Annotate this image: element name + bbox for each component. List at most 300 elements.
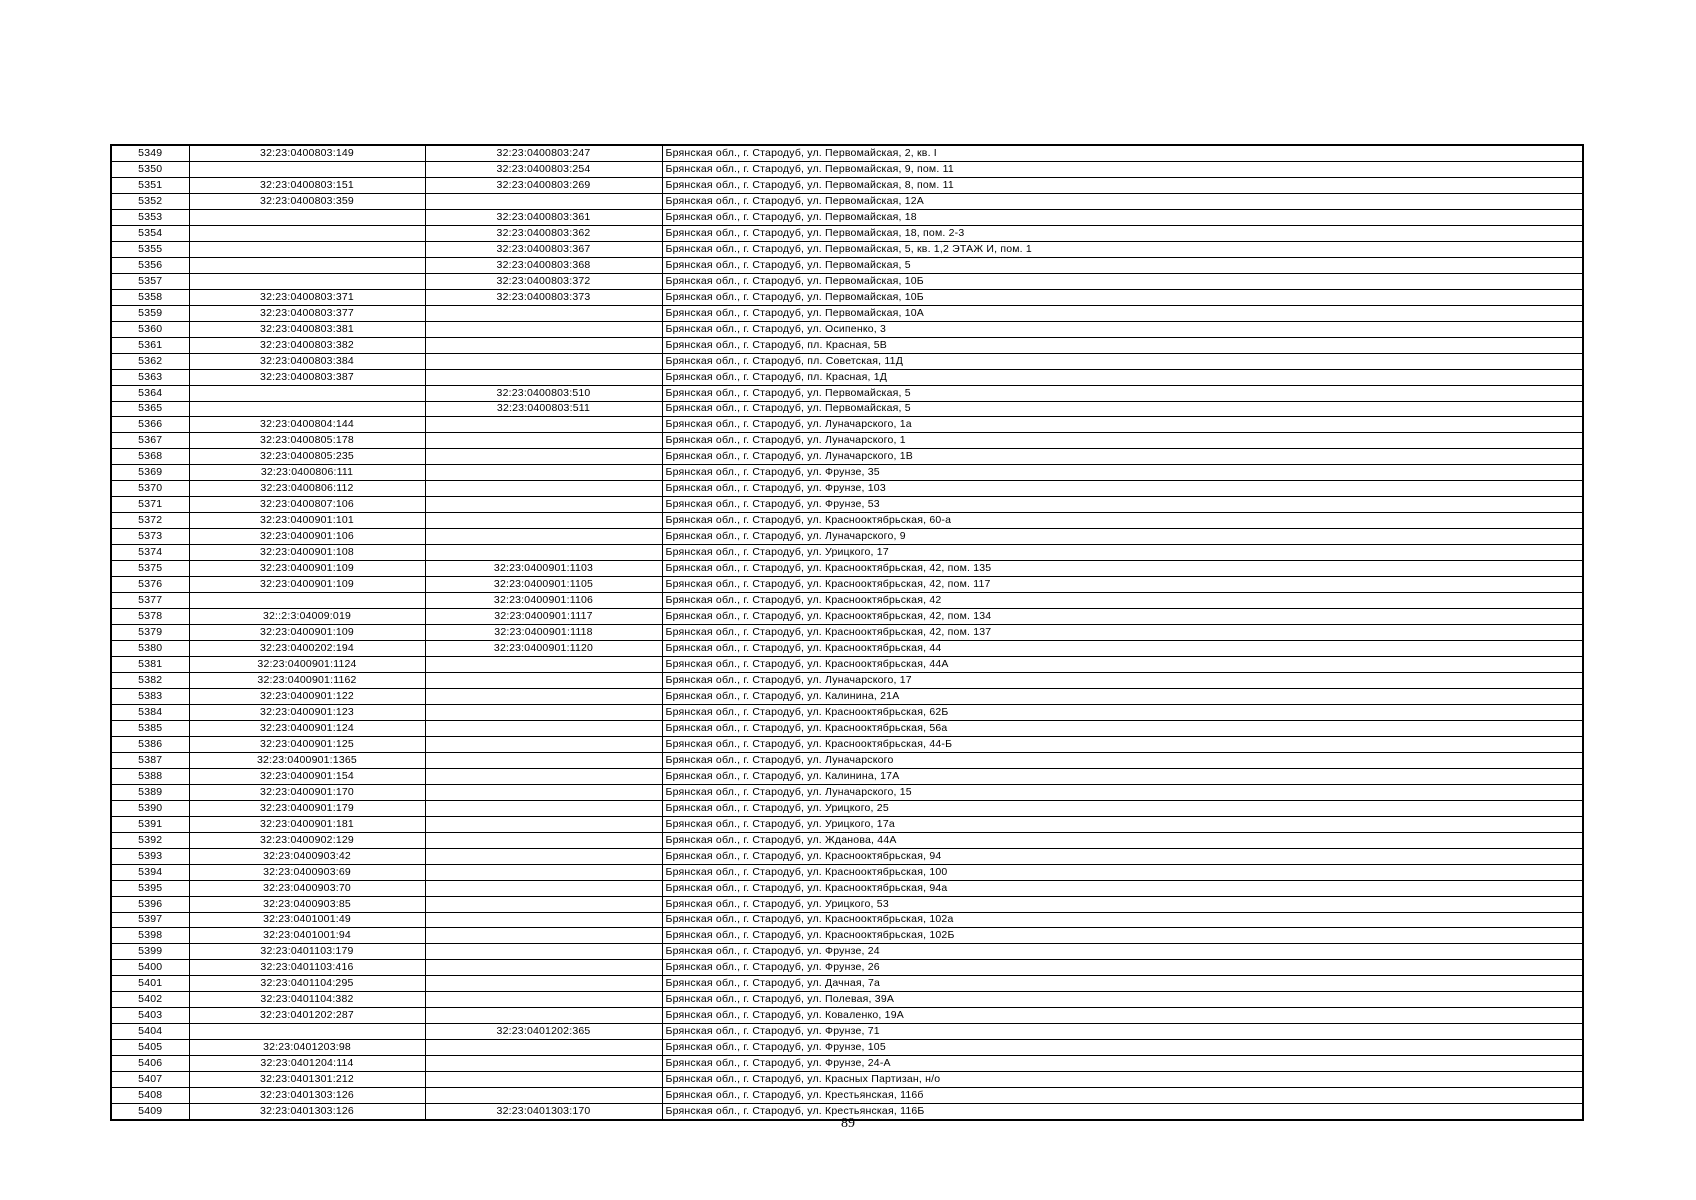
object-cadastral-number-cell [425, 832, 662, 848]
row-number-cell: 5398 [111, 928, 189, 944]
row-number-cell: 5351 [111, 177, 189, 193]
object-cadastral-number-cell [425, 944, 662, 960]
object-cadastral-number-cell [425, 1008, 662, 1024]
table-row [111, 529, 1583, 545]
address-cell: Брянская обл., г. Стародуб, ул. Краснооктябрьская, 44-Б [662, 736, 1583, 752]
row-number-cell: 5367 [111, 433, 189, 449]
object-cadastral-number-cell [425, 1072, 662, 1088]
land-cadastral-number-cell: 32:23:0401104:295 [189, 976, 425, 992]
address-cell: Брянская обл., г. Стародуб, ул. Калинина, 21А [662, 688, 1583, 704]
address-cell: Брянская обл., г. Стародуб, ул. Первомайская, 9, пом. 11 [662, 161, 1583, 177]
address-cell: Брянская обл., г. Стародуб, ул. Полевая, 39А [662, 992, 1583, 1008]
address-cell: Брянская обл., г. Стародуб, ул. Краснооктябрьская, 44А [662, 657, 1583, 673]
row-number-cell: 5400 [111, 960, 189, 976]
table-row [111, 657, 1583, 673]
address-cell: Брянская обл., г. Стародуб, ул. Первомайская, 18, пом. 2-3 [662, 225, 1583, 241]
land-cadastral-number-cell: 32:23:0400901:123 [189, 704, 425, 720]
land-cadastral-number-cell: 32:23:0401103:416 [189, 960, 425, 976]
address-cell: Брянская обл., г. Стародуб, ул. Урицкого, 53 [662, 896, 1583, 912]
object-cadastral-number-cell [425, 193, 662, 209]
table-row [111, 800, 1583, 816]
object-cadastral-number-cell: 32:23:0400803:511 [425, 401, 662, 417]
address-cell: Брянская обл., г. Стародуб, ул. Краснооктябрьская, 42, пом. 135 [662, 561, 1583, 577]
table-row [111, 672, 1583, 688]
land-cadastral-number-cell: 32:23:0400803:377 [189, 305, 425, 321]
address-cell: Брянская обл., г. Стародуб, пл. Красная, 5В [662, 337, 1583, 353]
land-cadastral-number-cell: 32:23:0400803:371 [189, 289, 425, 305]
row-number-cell: 5362 [111, 353, 189, 369]
table-row [111, 321, 1583, 337]
row-number-cell: 5382 [111, 672, 189, 688]
address-cell: Брянская обл., г. Стародуб, ул. Краснооктябрьская, 44 [662, 641, 1583, 657]
row-number-cell: 5385 [111, 720, 189, 736]
row-number-cell: 5397 [111, 912, 189, 928]
table-row [111, 481, 1583, 497]
land-cadastral-number-cell: 32:23:0400804:144 [189, 417, 425, 433]
object-cadastral-number-cell [425, 768, 662, 784]
land-cadastral-number-cell: 32:23:0400803:387 [189, 369, 425, 385]
address-cell: Брянская обл., г. Стародуб, ул. Фрунзе, 103 [662, 481, 1583, 497]
address-cell: Брянская обл., г. Стародуб, ул. Дачная, 7а [662, 976, 1583, 992]
table-row [111, 225, 1583, 241]
table-row [111, 193, 1583, 209]
land-cadastral-number-cell: 32:23:0400803:381 [189, 321, 425, 337]
object-cadastral-number-cell [425, 704, 662, 720]
object-cadastral-number-cell: 32:23:0400803:362 [425, 225, 662, 241]
land-cadastral-number-cell: 32:23:0401202:287 [189, 1008, 425, 1024]
table-row [111, 880, 1583, 896]
object-cadastral-number-cell [425, 321, 662, 337]
address-cell: Брянская обл., г. Стародуб, ул. Крестьянская, 116б [662, 1088, 1583, 1104]
address-cell: Брянская обл., г. Стародуб, ул. Первомайская, 18 [662, 209, 1583, 225]
table-row [111, 641, 1583, 657]
object-cadastral-number-cell [425, 800, 662, 816]
object-cadastral-number-cell [425, 848, 662, 864]
row-number-cell: 5403 [111, 1008, 189, 1024]
object-cadastral-number-cell: 32:23:0400901:1120 [425, 641, 662, 657]
row-number-cell: 5396 [111, 896, 189, 912]
land-cadastral-number-cell [189, 257, 425, 273]
land-cadastral-number-cell: 32:23:0400901:101 [189, 513, 425, 529]
land-cadastral-number-cell: 32:23:0401303:126 [189, 1088, 425, 1104]
row-number-cell: 5406 [111, 1056, 189, 1072]
address-cell: Брянская обл., г. Стародуб, ул. Урицкого, 25 [662, 800, 1583, 816]
address-cell: Брянская обл., г. Стародуб, ул. Фрунзе, 24 [662, 944, 1583, 960]
object-cadastral-number-cell: 32:23:0400803:372 [425, 273, 662, 289]
object-cadastral-number-cell [425, 353, 662, 369]
object-cadastral-number-cell: 32:23:0400901:1117 [425, 609, 662, 625]
address-cell: Брянская обл., г. Стародуб, ул. Первомайская, 10Б [662, 273, 1583, 289]
table-row [111, 577, 1583, 593]
land-cadastral-number-cell: 32:23:0400901:109 [189, 561, 425, 577]
land-cadastral-number-cell: 32:23:0400805:178 [189, 433, 425, 449]
table-row [111, 369, 1583, 385]
table-row [111, 289, 1583, 305]
address-cell: Брянская обл., г. Стародуб, ул. Урицкого, 17а [662, 816, 1583, 832]
object-cadastral-number-cell [425, 816, 662, 832]
object-cadastral-number-cell: 32:23:0400803:373 [425, 289, 662, 305]
object-cadastral-number-cell: 32:23:0400803:367 [425, 241, 662, 257]
object-cadastral-number-cell [425, 912, 662, 928]
row-number-cell: 5356 [111, 257, 189, 273]
land-cadastral-number-cell [189, 385, 425, 401]
row-number-cell: 5391 [111, 816, 189, 832]
object-cadastral-number-cell [425, 992, 662, 1008]
table-row [111, 784, 1583, 800]
land-cadastral-number-cell: 32:23:0400901:179 [189, 800, 425, 816]
table-row [111, 337, 1583, 353]
address-cell: Брянская обл., г. Стародуб, ул. Краснооктябрьская, 100 [662, 864, 1583, 880]
object-cadastral-number-cell [425, 896, 662, 912]
land-cadastral-number-cell: 32:23:0401001:49 [189, 912, 425, 928]
row-number-cell: 5409 [111, 1104, 189, 1120]
row-number-cell: 5365 [111, 401, 189, 417]
row-number-cell: 5399 [111, 944, 189, 960]
land-cadastral-number-cell [189, 593, 425, 609]
table-row [111, 177, 1583, 193]
table-row [111, 145, 1583, 161]
address-cell: Брянская обл., г. Стародуб, ул. Луначарского [662, 752, 1583, 768]
object-cadastral-number-cell [425, 545, 662, 561]
table-row [111, 736, 1583, 752]
row-number-cell: 5407 [111, 1072, 189, 1088]
row-number-cell: 5371 [111, 497, 189, 513]
address-cell: Брянская обл., г. Стародуб, ул. Фрунзе, 24-А [662, 1056, 1583, 1072]
object-cadastral-number-cell [425, 433, 662, 449]
land-cadastral-number-cell: 32:23:0400901:1124 [189, 657, 425, 673]
land-cadastral-number-cell: 32:23:0401204:114 [189, 1056, 425, 1072]
address-cell: Брянская обл., г. Стародуб, ул. Жданова, 44А [662, 832, 1583, 848]
object-cadastral-number-cell: 32:23:0400901:1106 [425, 593, 662, 609]
row-number-cell: 5363 [111, 369, 189, 385]
registry-body [111, 145, 1583, 1120]
address-cell: Брянская обл., г. Стародуб, ул. Первомайская, 5, кв. 1,2 ЭТАЖ И, пом. 1 [662, 241, 1583, 257]
table-row [111, 305, 1583, 321]
land-cadastral-number-cell: 32:23:0401203:98 [189, 1040, 425, 1056]
land-cadastral-number-cell: 32:23:0400901:109 [189, 625, 425, 641]
object-cadastral-number-cell [425, 305, 662, 321]
address-cell: Брянская обл., г. Стародуб, ул. Краснооктябрьская, 94а [662, 880, 1583, 896]
land-cadastral-number-cell: 32:23:0400901:181 [189, 816, 425, 832]
object-cadastral-number-cell [425, 513, 662, 529]
address-cell: Брянская обл., г. Стародуб, ул. Первомайская, 5 [662, 257, 1583, 273]
address-cell: Брянская обл., г. Стародуб, ул. Краснооктябрьская, 42, пом. 134 [662, 609, 1583, 625]
land-cadastral-number-cell: 32:23:0400803:382 [189, 337, 425, 353]
table-row [111, 545, 1583, 561]
row-number-cell: 5381 [111, 657, 189, 673]
row-number-cell: 5368 [111, 449, 189, 465]
object-cadastral-number-cell: 32:23:0400803:361 [425, 209, 662, 225]
row-number-cell: 5352 [111, 193, 189, 209]
land-cadastral-number-cell: 32:23:0400901:106 [189, 529, 425, 545]
land-cadastral-number-cell: 32:23:0400901:125 [189, 736, 425, 752]
row-number-cell: 5353 [111, 209, 189, 225]
address-cell: Брянская обл., г. Стародуб, ул. Краснооктябрьская, 42, пом. 137 [662, 625, 1583, 641]
table-row [111, 1088, 1583, 1104]
table-row [111, 353, 1583, 369]
address-cell: Брянская обл., г. Стародуб, ул. Краснооктябрьская, 62Б [662, 704, 1583, 720]
land-cadastral-number-cell: 32:23:0400901:122 [189, 688, 425, 704]
table-row [111, 465, 1583, 481]
land-cadastral-number-cell: 32:23:0401001:94 [189, 928, 425, 944]
row-number-cell: 5401 [111, 976, 189, 992]
table-row [111, 417, 1583, 433]
row-number-cell: 5380 [111, 641, 189, 657]
registry-table [110, 144, 1584, 1121]
address-cell: Брянская обл., г. Стародуб, ул. Урицкого, 17 [662, 545, 1583, 561]
row-number-cell: 5372 [111, 513, 189, 529]
object-cadastral-number-cell [425, 1040, 662, 1056]
address-cell: Брянская обл., г. Стародуб, ул. Калинина, 17А [662, 768, 1583, 784]
row-number-cell: 5359 [111, 305, 189, 321]
address-cell: Брянская обл., г. Стародуб, ул. Краснооктябрьская, 56а [662, 720, 1583, 736]
row-number-cell: 5379 [111, 625, 189, 641]
table-row [111, 625, 1583, 641]
table-row [111, 609, 1583, 625]
land-cadastral-number-cell: 32:23:0401301:212 [189, 1072, 425, 1088]
land-cadastral-number-cell: 32:23:0401303:126 [189, 1104, 425, 1120]
object-cadastral-number-cell: 32:23:0400901:1103 [425, 561, 662, 577]
address-cell: Брянская обл., г. Стародуб, ул. Первомайская, 10Б [662, 289, 1583, 305]
row-number-cell: 5374 [111, 545, 189, 561]
land-cadastral-number-cell: 32:23:0400901:170 [189, 784, 425, 800]
table-row [111, 928, 1583, 944]
land-cadastral-number-cell [189, 161, 425, 177]
land-cadastral-number-cell: 32:23:0400902:129 [189, 832, 425, 848]
address-cell: Брянская обл., г. Стародуб, ул. Луначарского, 1а [662, 417, 1583, 433]
address-cell: Брянская обл., г. Стародуб, ул. Краснооктябрьская, 102Б [662, 928, 1583, 944]
table-row [111, 768, 1583, 784]
address-cell: Брянская обл., г. Стародуб, ул. Красных Партизан, н/о [662, 1072, 1583, 1088]
row-number-cell: 5366 [111, 417, 189, 433]
table-row [111, 449, 1583, 465]
object-cadastral-number-cell [425, 657, 662, 673]
row-number-cell: 5402 [111, 992, 189, 1008]
land-cadastral-number-cell: 32:23:0400806:112 [189, 481, 425, 497]
land-cadastral-number-cell: 32:23:0400803:359 [189, 193, 425, 209]
address-cell: Брянская обл., г. Стародуб, ул. Крестьянская, 116Б [662, 1104, 1583, 1120]
object-cadastral-number-cell [425, 752, 662, 768]
table-row [111, 1024, 1583, 1040]
row-number-cell: 5364 [111, 385, 189, 401]
table-row [111, 593, 1583, 609]
object-cadastral-number-cell [425, 497, 662, 513]
table-row [111, 513, 1583, 529]
object-cadastral-number-cell [425, 720, 662, 736]
object-cadastral-number-cell [425, 928, 662, 944]
land-cadastral-number-cell [189, 1024, 425, 1040]
table-row [111, 273, 1583, 289]
object-cadastral-number-cell: 32:23:0401303:170 [425, 1104, 662, 1120]
table-row [111, 704, 1583, 720]
object-cadastral-number-cell: 32:23:0400803:510 [425, 385, 662, 401]
row-number-cell: 5378 [111, 609, 189, 625]
table-row [111, 864, 1583, 880]
row-number-cell: 5387 [111, 752, 189, 768]
table-row [111, 257, 1583, 273]
table-row [111, 816, 1583, 832]
address-cell: Брянская обл., г. Стародуб, ул. Первомайская, 5 [662, 385, 1583, 401]
table-row [111, 848, 1583, 864]
land-cadastral-number-cell: 32:23:0401104:382 [189, 992, 425, 1008]
object-cadastral-number-cell [425, 1088, 662, 1104]
object-cadastral-number-cell [425, 465, 662, 481]
address-cell: Брянская обл., г. Стародуб, ул. Первомайская, 8, пом. 11 [662, 177, 1583, 193]
row-number-cell: 5375 [111, 561, 189, 577]
page-number: 89 [841, 1116, 855, 1131]
land-cadastral-number-cell: 32:23:0400903:85 [189, 896, 425, 912]
object-cadastral-number-cell: 32:23:0400803:269 [425, 177, 662, 193]
land-cadastral-number-cell [189, 209, 425, 225]
address-cell: Брянская обл., г. Стародуб, ул. Луначарского, 17 [662, 672, 1583, 688]
land-cadastral-number-cell: 32:23:0400901:154 [189, 768, 425, 784]
land-cadastral-number-cell: 32::2:3:04009:019 [189, 609, 425, 625]
land-cadastral-number-cell: 32:23:0400901:108 [189, 545, 425, 561]
object-cadastral-number-cell [425, 672, 662, 688]
address-cell: Брянская обл., г. Стародуб, ул. Краснооктябрьская, 102а [662, 912, 1583, 928]
table-row [111, 720, 1583, 736]
land-cadastral-number-cell [189, 401, 425, 417]
land-cadastral-number-cell: 32:23:0400803:384 [189, 353, 425, 369]
address-cell: Брянская обл., г. Стародуб, ул. Первомайская, 10А [662, 305, 1583, 321]
land-cadastral-number-cell: 32:23:0400903:69 [189, 864, 425, 880]
object-cadastral-number-cell [425, 736, 662, 752]
object-cadastral-number-cell [425, 417, 662, 433]
row-number-cell: 5390 [111, 800, 189, 816]
address-cell: Брянская обл., г. Стародуб, ул. Осипенко, 3 [662, 321, 1583, 337]
object-cadastral-number-cell: 32:23:0401202:365 [425, 1024, 662, 1040]
row-number-cell: 5386 [111, 736, 189, 752]
table-row [111, 896, 1583, 912]
row-number-cell: 5405 [111, 1040, 189, 1056]
address-cell: Брянская обл., г. Стародуб, ул. Луначарского, 15 [662, 784, 1583, 800]
row-number-cell: 5357 [111, 273, 189, 289]
table-row [111, 832, 1583, 848]
object-cadastral-number-cell [425, 449, 662, 465]
address-cell: Брянская обл., г. Стародуб, ул. Фрунзе, 71 [662, 1024, 1583, 1040]
table-row [111, 944, 1583, 960]
object-cadastral-number-cell [425, 481, 662, 497]
object-cadastral-number-cell: 32:23:0400901:1105 [425, 577, 662, 593]
table-row [111, 1040, 1583, 1056]
address-cell: Брянская обл., г. Стародуб, ул. Луначарского, 1 [662, 433, 1583, 449]
row-number-cell: 5360 [111, 321, 189, 337]
table-row [111, 241, 1583, 257]
land-cadastral-number-cell [189, 273, 425, 289]
land-cadastral-number-cell: 32:23:0400805:235 [189, 449, 425, 465]
land-cadastral-number-cell: 32:23:0400901:1162 [189, 672, 425, 688]
row-number-cell: 5389 [111, 784, 189, 800]
address-cell: Брянская обл., г. Стародуб, пл. Красная, 1Д [662, 369, 1583, 385]
table-row [111, 401, 1583, 417]
land-cadastral-number-cell: 32:23:0400803:151 [189, 177, 425, 193]
table-row [111, 161, 1583, 177]
table-row [111, 1008, 1583, 1024]
land-cadastral-number-cell: 32:23:0400807:106 [189, 497, 425, 513]
row-number-cell: 5355 [111, 241, 189, 257]
row-number-cell: 5392 [111, 832, 189, 848]
object-cadastral-number-cell [425, 369, 662, 385]
address-cell: Брянская обл., г. Стародуб, ул. Краснооктябрьская, 94 [662, 848, 1583, 864]
row-number-cell: 5373 [111, 529, 189, 545]
row-number-cell: 5393 [111, 848, 189, 864]
table-row [111, 752, 1583, 768]
table-row [111, 433, 1583, 449]
object-cadastral-number-cell [425, 960, 662, 976]
row-number-cell: 5394 [111, 864, 189, 880]
row-number-cell: 5377 [111, 593, 189, 609]
address-cell: Брянская обл., г. Стародуб, ул. Краснооктябрьская, 42, пом. 117 [662, 577, 1583, 593]
object-cadastral-number-cell: 32:23:0400803:247 [425, 145, 662, 161]
row-number-cell: 5388 [111, 768, 189, 784]
table-row [111, 561, 1583, 577]
land-cadastral-number-cell [189, 225, 425, 241]
row-number-cell: 5408 [111, 1088, 189, 1104]
table-row [111, 385, 1583, 401]
land-cadastral-number-cell: 32:23:0400903:42 [189, 848, 425, 864]
table-row [111, 976, 1583, 992]
land-cadastral-number-cell: 32:23:0400903:70 [189, 880, 425, 896]
row-number-cell: 5384 [111, 704, 189, 720]
object-cadastral-number-cell [425, 688, 662, 704]
row-number-cell: 5350 [111, 161, 189, 177]
object-cadastral-number-cell: 32:23:0400901:1118 [425, 625, 662, 641]
address-cell: Брянская обл., г. Стародуб, ул. Краснооктябрьская, 60-а [662, 513, 1583, 529]
row-number-cell: 5354 [111, 225, 189, 241]
table-row [111, 209, 1583, 225]
object-cadastral-number-cell [425, 337, 662, 353]
table-row [111, 497, 1583, 513]
object-cadastral-number-cell [425, 864, 662, 880]
object-cadastral-number-cell [425, 976, 662, 992]
row-number-cell: 5404 [111, 1024, 189, 1040]
row-number-cell: 5361 [111, 337, 189, 353]
address-cell: Брянская обл., г. Стародуб, ул. Фрунзе, 53 [662, 497, 1583, 513]
land-cadastral-number-cell: 32:23:0400901:1365 [189, 752, 425, 768]
table-row [111, 960, 1583, 976]
address-cell: Брянская обл., г. Стародуб, ул. Фрунзе, 105 [662, 1040, 1583, 1056]
row-number-cell: 5395 [111, 880, 189, 896]
address-cell: Брянская обл., г. Стародуб, ул. Первомайская, 5 [662, 401, 1583, 417]
address-cell: Брянская обл., г. Стародуб, ул. Первомайская, 2, кв. I [662, 145, 1583, 161]
land-cadastral-number-cell [189, 241, 425, 257]
land-cadastral-number-cell: 32:23:0400806:111 [189, 465, 425, 481]
row-number-cell: 5383 [111, 688, 189, 704]
row-number-cell: 5369 [111, 465, 189, 481]
table-row [111, 688, 1583, 704]
row-number-cell: 5376 [111, 577, 189, 593]
address-cell: Брянская обл., г. Стародуб, ул. Коваленко, 19А [662, 1008, 1583, 1024]
table-row [111, 1056, 1583, 1072]
row-number-cell: 5370 [111, 481, 189, 497]
address-cell: Брянская обл., г. Стародуб, пл. Советская, 11Д [662, 353, 1583, 369]
land-cadastral-number-cell: 32:23:0400901:109 [189, 577, 425, 593]
object-cadastral-number-cell: 32:23:0400803:254 [425, 161, 662, 177]
land-cadastral-number-cell: 32:23:0400803:149 [189, 145, 425, 161]
address-cell: Брянская обл., г. Стародуб, ул. Фрунзе, 26 [662, 960, 1583, 976]
land-cadastral-number-cell: 32:23:0400901:124 [189, 720, 425, 736]
table-row [111, 1072, 1583, 1088]
land-cadastral-number-cell: 32:23:0400202:194 [189, 641, 425, 657]
address-cell: Брянская обл., г. Стародуб, ул. Луначарского, 9 [662, 529, 1583, 545]
row-number-cell: 5358 [111, 289, 189, 305]
table-row [111, 992, 1583, 1008]
address-cell: Брянская обл., г. Стародуб, ул. Фрунзе, 35 [662, 465, 1583, 481]
object-cadastral-number-cell [425, 1056, 662, 1072]
object-cadastral-number-cell [425, 529, 662, 545]
object-cadastral-number-cell [425, 880, 662, 896]
address-cell: Брянская обл., г. Стародуб, ул. Луначарского, 1В [662, 449, 1583, 465]
